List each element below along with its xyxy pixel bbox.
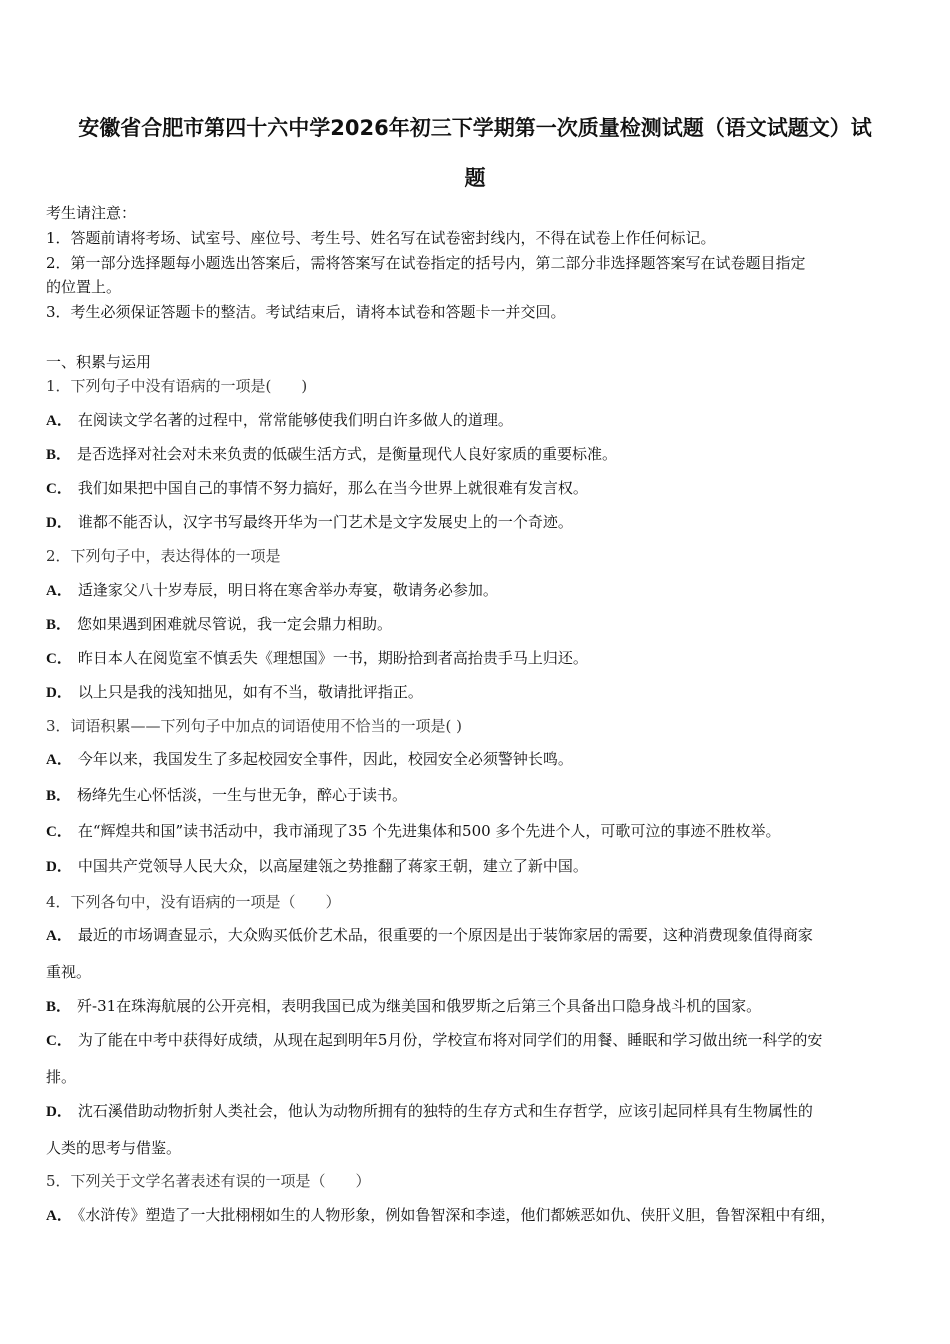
question-2-option-a xyxy=(46,579,916,600)
option-text: 在“辉煌共和国”读书活动中，我市涌现了35 个先进集体和500 多个先进个人，可歌可泣的事迹不胜枚举。 xyxy=(77,822,781,840)
option-label: D． xyxy=(46,515,72,531)
question-4-option-a-cont: 重视。 xyxy=(46,963,92,981)
option-label: D． xyxy=(46,859,72,875)
option-text: 我们如果把中国自己的事情不努力搞好，那么在当今世界上就很难有发言权。 xyxy=(77,479,588,497)
question-3-stem: 3．词语积累——下列句子中加点的词语使用不恰当的一项是( ) xyxy=(46,717,463,735)
option-label: B． xyxy=(46,999,72,1015)
option-text: 为了能在中考中获得好成绩，从现在起到明年5月份，学校宣布将对同学们的用餐、睡眠和学习做出统一科学的安 xyxy=(77,1031,823,1049)
option-text: 在阅读文学名著的过程中，常常能够使我们明白许多做人的道理。 xyxy=(77,411,513,429)
question-1-stem: 1．下列句子中没有语病的一项是( ) xyxy=(46,377,308,395)
question-1-option-d xyxy=(46,511,916,532)
question-4-option-b xyxy=(46,995,916,1016)
question-1-option-a xyxy=(46,409,916,430)
question-2-option-d xyxy=(46,681,916,702)
question-3-option-b xyxy=(46,784,916,805)
notice-item-2: 2．第一部分选择题每小题选出答案后，需将答案写在试卷指定的括号内，第二部分非选择题答案写在试卷题目指定 xyxy=(46,254,806,272)
option-text: 是否选择对社会对未来负责的低碳生活方式，是衡量现代人良好家质的重要标准。 xyxy=(77,445,618,463)
option-label: A． xyxy=(46,413,72,429)
section-heading: 一、积累与运用 xyxy=(46,353,152,371)
question-3-option-c xyxy=(46,820,916,841)
option-text: 《水浒传》塑造了一大批栩栩如生的人物形象，例如鲁智深和李逵，他们都嫉恶如仇、侠肝义胆，鲁智深粗中有细， xyxy=(77,1206,836,1224)
notice-item-1: 1．答题前请将考场、试室号、座位号、考生号、姓名写在试卷密封线内，不得在试卷上作任何标记。 xyxy=(46,229,716,247)
option-text: 适逢家父八十岁寿辰，明日将在寒舍举办寿宴，敬请务必参加。 xyxy=(77,581,498,599)
notice-item-3: 3．考生必须保证答题卡的整洁。考试结束后，请将本试卷和答题卡一并交回。 xyxy=(46,303,566,321)
question-4-option-c-cont: 排。 xyxy=(46,1068,77,1086)
question-2-stem: 2．下列句子中，表达得体的一项是 xyxy=(46,547,281,565)
option-text: 最近的市场调查显示，大众购买低价艺术品，很重要的一个原因是出于装饰家居的需要，这种消费现象值得商家 xyxy=(77,926,813,944)
notice-item-2-cont: 的位置上。 xyxy=(46,278,122,296)
option-text: 今年以来，我国发生了多起校园安全事件，因此，校园安全必须警钟长鸣。 xyxy=(77,750,573,768)
option-label: B． xyxy=(46,617,72,633)
question-5-stem: 5．下列关于文学名著表述有误的一项是（ ） xyxy=(46,1172,371,1190)
question-2-option-b xyxy=(46,613,916,634)
option-label: A． xyxy=(46,1208,72,1224)
option-label: A． xyxy=(46,583,72,599)
option-label: D． xyxy=(46,685,72,701)
option-text: 杨绛先生心怀恬淡，一生与世无争，醉心于读书。 xyxy=(77,786,408,804)
option-label: D． xyxy=(46,1104,72,1120)
exam-title-line-1: 安徽省合肥市第四十六中学2026年初三下学期第一次质量检测试题（语文试题文）试 xyxy=(78,116,872,140)
question-1-option-c xyxy=(46,477,916,498)
option-label: C． xyxy=(46,651,72,667)
question-4-option-a xyxy=(46,924,916,945)
notice-heading: 考生请注意： xyxy=(46,204,137,222)
question-4-stem: 4．下列各句中，没有语病的一项是（ ） xyxy=(46,893,341,911)
option-label: C． xyxy=(46,824,72,840)
option-text: 中国共产党领导人民大众，以高屋建瓴之势推翻了蒋家王朝，建立了新中国。 xyxy=(77,857,588,875)
option-text: 昨日本人在阅览室不慎丢失《理想国》一书，期盼拾到者高抬贵手马上归还。 xyxy=(77,649,588,667)
option-text: 您如果遇到困难就尽管说，我一定会鼎力相助。 xyxy=(77,615,393,633)
question-5-option-a xyxy=(46,1204,916,1225)
option-text: 谁都不能否认，汉字书写最终开华为一门艺术是文字发展史上的一个奇迹。 xyxy=(77,513,573,531)
option-label: B． xyxy=(46,447,72,463)
exam-title-line-2: 题 xyxy=(464,166,486,190)
question-4-option-d-cont: 人类的思考与借鉴。 xyxy=(46,1139,182,1157)
question-3-option-a xyxy=(46,748,916,769)
option-text: 沈石溪借助动物折射人类社会，他认为动物所拥有的独特的生存方式和生存哲学，应该引起同样具有生物属性的 xyxy=(77,1102,813,1120)
option-label: C． xyxy=(46,481,72,497)
question-2-option-c xyxy=(46,647,916,668)
option-text: 歼-31在珠海航展的公开亮相，表明我国已成为继美国和俄罗斯之后第三个具备出口隐身战斗机的国家。 xyxy=(77,997,762,1015)
question-1-option-b xyxy=(46,443,916,464)
question-3-option-d xyxy=(46,855,916,876)
question-4-option-c xyxy=(46,1029,916,1050)
option-label: B． xyxy=(46,788,72,804)
option-label: A． xyxy=(46,928,72,944)
question-4-option-d xyxy=(46,1100,916,1121)
option-label: C． xyxy=(46,1033,72,1049)
option-text: 以上只是我的浅知拙见，如有不当，敬请批评指正。 xyxy=(77,683,423,701)
option-label: A． xyxy=(46,752,72,768)
